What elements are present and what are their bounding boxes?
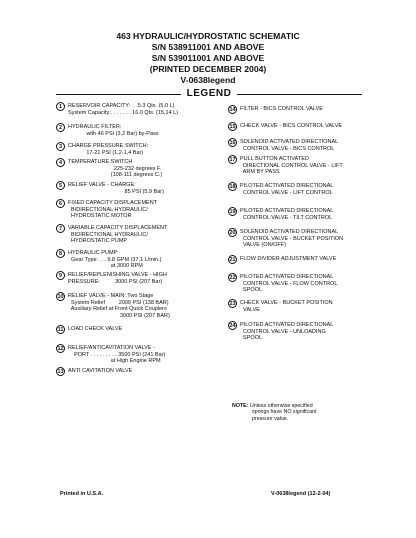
item-text [240, 274, 337, 294]
item-number-badge: 7 [56, 224, 65, 233]
item-text [240, 156, 343, 176]
item-number-badge: 5 [56, 181, 65, 190]
item-text-line: HYDROSTATIC PUMP [68, 238, 128, 245]
item-number-badge: 1 [56, 102, 65, 111]
item-number-badge: 8 [56, 249, 65, 258]
item-number-badge: 24 [229, 323, 236, 329]
item-text-line: PRESSURE: 3000 PSI (207 Bar) [68, 278, 163, 285]
item-number-badge: 18 [229, 184, 236, 190]
item-text-line: HYDRAULIC FILTER: [68, 124, 122, 130]
title-line-3: S/N 539011001 AND ABOVE [151, 53, 265, 63]
item-text-line: CONTROL VALVE - UNLOADING [240, 328, 326, 335]
item-text-line: SPOOL [240, 335, 263, 342]
item-text-line: RELIEF/ANTICAVITATION VALVE - [68, 345, 155, 351]
item-text [240, 322, 333, 342]
item-text-line: TEMPERATURE SWITCH [68, 159, 133, 165]
item-text [68, 368, 132, 375]
item-number-badge: 11 [57, 327, 64, 333]
item-text-line: CONTROL VALVE - TILT CONTROL [240, 214, 333, 221]
item-number-badge: 10 [57, 294, 64, 300]
item-number-badge: 19 [229, 209, 236, 215]
item-text-line: VARIABLE CAPACITY DISPLACEMENT [68, 225, 168, 231]
item-text-line: 225-232 degrees F. [68, 165, 162, 172]
item-text-line: FIXED CAPACITY DISPLACEMENT [68, 200, 158, 206]
note-line-3: pressure value. [252, 415, 289, 422]
note [232, 403, 316, 422]
item-text-line: RELIEF/REPLENISHING VALVE - HIGH [68, 272, 167, 278]
item-text [240, 300, 333, 313]
item-text-line: RELIEF VALVE - MAIN: Two Stage [68, 293, 154, 299]
item-text-line: ANTI CAVITATION VALVE [68, 368, 133, 374]
item-text-line: with 46 PSI (3,2 Bar) by-Pass [68, 130, 159, 137]
item-text-line: HYDROSTATIC MOTOR [68, 213, 132, 220]
item-text-line: VALVE [240, 306, 260, 313]
item-text [240, 256, 336, 263]
item-text [68, 272, 167, 285]
item-text-line: CONTROL VALVE - FLOW CONTROL [240, 280, 338, 287]
item-text-line: at High Engine RPM [68, 358, 161, 365]
item-text-line: DIRECTIONAL CONTROL VALVE - LIFT [240, 162, 343, 169]
item-number-badge: 13 [57, 369, 64, 375]
item-text [240, 106, 323, 113]
item-text [68, 200, 157, 220]
note-label: NOTE: [232, 403, 249, 409]
item-text [240, 208, 333, 221]
item-text-line: HYDRAULIC PUMP: [68, 250, 119, 256]
item-number-badge: 17 [229, 157, 236, 163]
item-text [68, 124, 158, 137]
footer-left: Printed in U.S.A. [60, 491, 104, 497]
item-text-line: Gear Type . . . 9.8 GPM (37,1 L/min.) [68, 256, 162, 263]
item-text [240, 229, 343, 249]
item-text [68, 143, 148, 156]
item-text-line: BIDIRECTIONAL HYDRAULIC/ [68, 206, 148, 213]
item-text-line: SOLENOID ACTIVATED DIRECTIONAL [240, 229, 339, 235]
item-text-line: CHARGE PRESSURE SWITCH: [68, 143, 149, 149]
note-line-2: springs have NO significant [252, 409, 317, 416]
item-number-badge: 6 [56, 199, 65, 208]
item-text-line: PILOTED ACTIVATED DIRECTIONAL [240, 183, 334, 189]
title-line-4: (PRINTED DECEMBER 2004) [149, 64, 267, 74]
item-text-line: Auxiliary Relief at Front Quick Couplers [68, 306, 167, 313]
item-text-line: RESERVOIR CAPACITY: . .5.3 Qts. (5.0 L) [68, 103, 175, 109]
item-number-badge: 20 [229, 230, 236, 236]
item-text-line: (108-111 degrees C.) [68, 172, 163, 179]
item-text-line: RELIEF VALVE - CHARGE: [68, 182, 136, 188]
item-number-badge: 2 [56, 123, 65, 132]
item-text-line: CONTROL VALVE - BICS CONTROL [240, 145, 335, 152]
legend-header [56, 88, 362, 100]
item-text [68, 225, 167, 245]
item-text-line: BIDIRECTIONAL HYDRAULIC/ [68, 231, 148, 238]
footer-right: V-0638legend (12-2-04) [271, 491, 331, 497]
item-text-line: System Relief 2000 PSI (138 BAR) [68, 299, 169, 306]
item-number-badge: 22 [229, 275, 236, 281]
item-text-line: VALVE (ON/OFF) [240, 242, 286, 249]
item-number-badge: 16 [229, 140, 236, 146]
item-text [68, 345, 165, 365]
item-text-line: 85 PSI (5,9 Bar) [68, 188, 164, 195]
item-text-line: SPOOL [240, 287, 263, 294]
item-text-line: PILOTED ACTIVATED DIRECTIONAL [240, 208, 334, 214]
item-text [240, 123, 342, 130]
item-text-line: 3000 PSI (207 BAR) [68, 313, 170, 320]
item-text-line: FLOW DIVIDER ADJUSTMENT VALVE [240, 256, 337, 262]
item-number-badge: 15 [229, 124, 236, 130]
title-line-2: S/N 538911001 AND ABOVE [151, 42, 265, 52]
item-text-line: 17-21 PSI (1,2-1,4 Bar) [68, 149, 144, 156]
item-text-line: PULL BUTTON ACTIVATED [240, 156, 309, 162]
item-text-line: CHECK VALVE - BUCKET POSITION [240, 300, 333, 306]
item-text [68, 103, 178, 116]
item-text-line: CHECK VALVE - BICS CONTROL VALVE [240, 123, 343, 129]
item-text-line: PILOTED ACTIVATED DIRECTIONAL [240, 322, 334, 328]
item-text [68, 293, 170, 320]
item-text-line: at 3000 RPM [68, 263, 143, 270]
item-text [68, 182, 164, 195]
item-number-badge: 23 [229, 301, 236, 307]
item-text [68, 326, 122, 333]
item-text-line: FILTER - BICS CONTROL VALVE [240, 106, 323, 112]
item-number-badge: 21 [229, 257, 236, 263]
item-text [240, 183, 333, 196]
item-text-line: System Capacity:. . . . . . . 16.0 Qts. (15,14 L) [68, 109, 179, 116]
item-text-line: PILOTED ACTIVATED DIRECTIONAL [240, 274, 334, 280]
title-line-5: V-0638legend [180, 75, 236, 85]
item-text-line: CONTROL VALVE - LIFT CONTROL [240, 189, 333, 196]
item-text [68, 159, 162, 179]
item-number-badge: 14 [229, 107, 236, 113]
item-text [68, 250, 161, 270]
legend-title: LEGEND [181, 88, 238, 99]
item-text-line: CONTROL VALVE - BUCKET POSITION [240, 235, 344, 242]
item-number-badge: 12 [57, 346, 64, 352]
item-text-line: PORT . . . . . . . . . 3500 PSI (241 Bar) [68, 351, 166, 358]
item-number-badge: 9 [56, 271, 65, 280]
note-line-1: Unless otherwise specified [248, 403, 313, 409]
item-text-line: SOLENOID ACTIVATED DIRECTIONAL [240, 139, 339, 145]
item-text-line: ARM BY PASS [240, 169, 280, 176]
item-number-badge: 3 [56, 142, 65, 151]
item-text-line: LOAD CHECK VALVE [68, 326, 123, 332]
item-text [240, 139, 338, 152]
item-number-badge: 4 [56, 158, 65, 167]
title-line-1: 463 HYDRAULIC/HYDROSTATIC SCHEMATIC [116, 31, 300, 41]
